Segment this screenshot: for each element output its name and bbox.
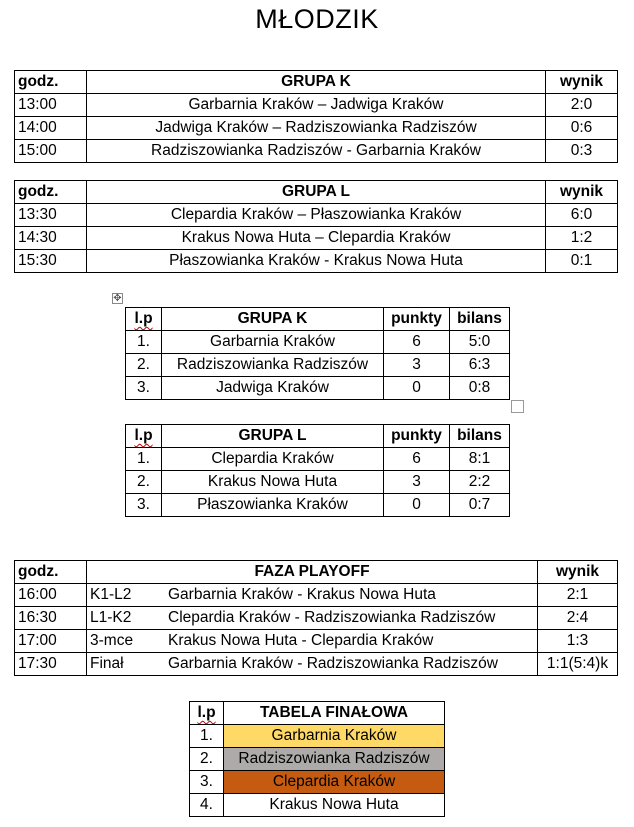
team-name: Garbarnia Kraków bbox=[162, 331, 384, 354]
time-header: godz. bbox=[15, 71, 87, 94]
table-header-row bbox=[15, 181, 618, 204]
match-score: 0:3 bbox=[546, 140, 618, 163]
table-row bbox=[190, 725, 445, 748]
match-time: 15:30 bbox=[15, 250, 87, 273]
table-row bbox=[126, 471, 510, 494]
position: 2. bbox=[126, 471, 162, 494]
balance: 2:2 bbox=[450, 471, 510, 494]
position-header: l.p bbox=[134, 427, 153, 444]
match-score: 1:2 bbox=[546, 227, 618, 250]
table-row bbox=[126, 494, 510, 517]
match-time: 17:00 bbox=[15, 630, 87, 653]
table-row bbox=[126, 331, 510, 354]
table-header-row bbox=[15, 561, 618, 584]
match-code: L1-K2 bbox=[90, 609, 132, 626]
time-header: godz. bbox=[15, 181, 87, 204]
match-time: 14:30 bbox=[15, 227, 87, 250]
match-code: K1-L2 bbox=[90, 586, 132, 603]
match-teams: Clepardia Kraków – Płaszowianka Kraków bbox=[87, 204, 546, 227]
match-score: 2:0 bbox=[546, 94, 618, 117]
match-score: 0:1 bbox=[546, 250, 618, 273]
group-header: GRUPA K bbox=[162, 308, 384, 331]
match-time: 16:00 bbox=[15, 584, 87, 607]
team-name: Jadwiga Kraków bbox=[162, 377, 384, 400]
position: 3. bbox=[126, 377, 162, 400]
group-k-standings-table bbox=[125, 307, 510, 400]
playoff-table bbox=[14, 560, 618, 676]
playoff-header: FAZA PLAYOFF bbox=[87, 561, 538, 584]
table-row bbox=[15, 227, 618, 250]
match-teams: Garbarnia Kraków - Radziszowianka Radziszów bbox=[168, 655, 498, 672]
team-name: Krakus Nowa Huta bbox=[162, 471, 384, 494]
table-row bbox=[15, 653, 618, 676]
position: 4. bbox=[190, 794, 224, 817]
points: 6 bbox=[384, 331, 450, 354]
team-name: Clepardia Kraków bbox=[162, 448, 384, 471]
match-code: 3-mce bbox=[90, 632, 134, 649]
score-header: wynik bbox=[538, 561, 618, 584]
match-teams: Clepardia Kraków - Radziszowianka Radziszów bbox=[168, 609, 496, 626]
points: 3 bbox=[384, 354, 450, 377]
table-header-row bbox=[126, 425, 510, 448]
points: 0 bbox=[384, 377, 450, 400]
match-score: 1:1(5:4)k bbox=[538, 653, 618, 676]
match-teams: Krakus Nowa Huta – Clepardia Kraków bbox=[87, 227, 546, 250]
balance-header: bilans bbox=[450, 425, 510, 448]
table-row bbox=[15, 250, 618, 273]
balance: 0:7 bbox=[450, 494, 510, 517]
match-teams: Jadwiga Kraków – Radziszowianka Radziszów bbox=[87, 117, 546, 140]
match-time: 15:00 bbox=[15, 140, 87, 163]
match-teams: Garbarnia Kraków - Krakus Nowa Huta bbox=[168, 586, 436, 603]
position: 2. bbox=[126, 354, 162, 377]
team-name: Radziszowianka Radziszów bbox=[162, 354, 384, 377]
points: 6 bbox=[384, 448, 450, 471]
table-header-row bbox=[190, 702, 445, 725]
table-row bbox=[126, 354, 510, 377]
group-l-matches-table bbox=[14, 180, 618, 273]
group-l-standings-table bbox=[125, 424, 510, 517]
group-header: GRUPA L bbox=[87, 181, 546, 204]
table-row bbox=[15, 630, 618, 653]
table-row bbox=[126, 377, 510, 400]
team-name: Krakus Nowa Huta bbox=[224, 794, 445, 817]
balance: 8:1 bbox=[450, 448, 510, 471]
match-teams: Garbarnia Kraków – Jadwiga Kraków bbox=[87, 94, 546, 117]
position: 1. bbox=[126, 448, 162, 471]
table-row bbox=[15, 117, 618, 140]
match-teams: Płaszowianka Kraków - Krakus Nowa Huta bbox=[87, 250, 546, 273]
table-row bbox=[190, 771, 445, 794]
match-time: 14:00 bbox=[15, 117, 87, 140]
table-row bbox=[15, 607, 618, 630]
table-row bbox=[15, 94, 618, 117]
position: 3. bbox=[126, 494, 162, 517]
match-score: 2:1 bbox=[538, 584, 618, 607]
balance-header: bilans bbox=[450, 308, 510, 331]
table-row bbox=[15, 204, 618, 227]
points: 0 bbox=[384, 494, 450, 517]
time-header: godz. bbox=[15, 561, 87, 584]
position-header: l.p bbox=[134, 310, 153, 327]
match-score: 6:0 bbox=[546, 204, 618, 227]
move-icon[interactable]: ✥ bbox=[113, 293, 122, 304]
balance: 6:3 bbox=[450, 354, 510, 377]
balance: 5:0 bbox=[450, 331, 510, 354]
match-time: 13:30 bbox=[15, 204, 87, 227]
position: 2. bbox=[190, 748, 224, 771]
final-table bbox=[189, 701, 445, 817]
score-header: wynik bbox=[546, 71, 618, 94]
match-code: Finał bbox=[90, 655, 124, 672]
match-teams: Radziszowianka Radziszów - Garbarnia Kraków bbox=[87, 140, 546, 163]
match-score: 1:3 bbox=[538, 630, 618, 653]
match-time: 13:00 bbox=[15, 94, 87, 117]
table-row bbox=[126, 448, 510, 471]
table-row bbox=[190, 748, 445, 771]
team-name: Clepardia Kraków bbox=[224, 771, 445, 794]
resize-handle-icon[interactable] bbox=[511, 400, 524, 413]
match-score: 2:4 bbox=[538, 607, 618, 630]
points: 3 bbox=[384, 471, 450, 494]
team-name: Garbarnia Kraków bbox=[224, 725, 445, 748]
score-header: wynik bbox=[546, 181, 618, 204]
match-time: 16:30 bbox=[15, 607, 87, 630]
table-row bbox=[15, 584, 618, 607]
match-score: 0:6 bbox=[546, 117, 618, 140]
table-header-row bbox=[126, 308, 510, 331]
group-k-matches-table bbox=[14, 70, 618, 163]
team-name: Radziszowianka Radziszów bbox=[224, 748, 445, 771]
position: 1. bbox=[126, 331, 162, 354]
table-row bbox=[15, 140, 618, 163]
final-table-header: TABELA FINAŁOWA bbox=[224, 702, 445, 725]
balance: 0:8 bbox=[450, 377, 510, 400]
position: 1. bbox=[190, 725, 224, 748]
position-header: l.p bbox=[197, 704, 216, 721]
group-header: GRUPA L bbox=[162, 425, 384, 448]
points-header: punkty bbox=[384, 308, 450, 331]
match-teams: Krakus Nowa Huta - Clepardia Kraków bbox=[168, 632, 434, 649]
team-name: Płaszowianka Kraków bbox=[162, 494, 384, 517]
position: 3. bbox=[190, 771, 224, 794]
group-header: GRUPA K bbox=[87, 71, 546, 94]
points-header: punkty bbox=[384, 425, 450, 448]
table-header-row bbox=[15, 71, 618, 94]
page-title: MŁODZIK bbox=[255, 4, 379, 34]
table-row bbox=[190, 794, 445, 817]
match-time: 17:30 bbox=[15, 653, 87, 676]
